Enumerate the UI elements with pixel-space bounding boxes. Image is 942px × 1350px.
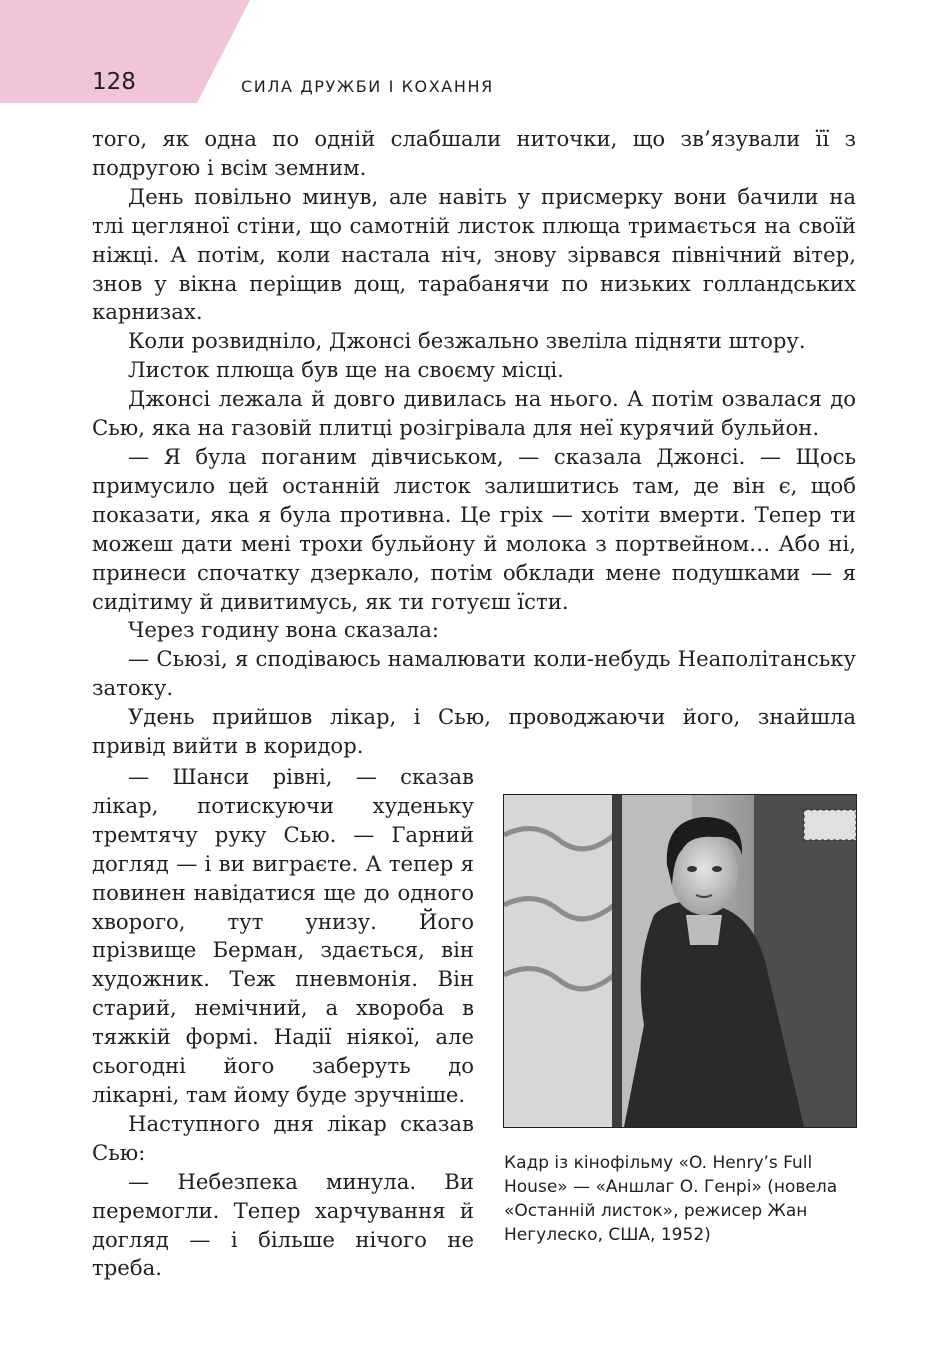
paragraph: Коли розвидніло, Джонсі безжально звеліла підняти штору. [128,328,806,354]
paragraph: — Сьюзі, я сподіваюсь намалювати коли-небудь Неаполітанську затоку. [92,646,856,701]
column-text [92,763,474,1283]
figure-caption: Кадр із кінофільму «O. Henry’s Full House» — «Аншлаг О. Генрі» (новела «Останній листок», режисер Жан Негулеско, США, 1952) [504,1153,838,1245]
paragraph: — Шанси рівні, — сказав лікар, потискуючи худеньку тремтячу руку Сью. — Гарний догляд — і ви виграєте. А тепер я повинен навідатися ще до одного хворого, тут унизу. Його прізвище Берман, здається, він художник. Теж пневмонія. Він старий, немічний, а хвороба в тяжкій формі. Надії ніякої, але сьогодні його заберуть до лікарні, там йому буде зручніше. [92,764,474,1107]
running-header: СИЛА ДРУЖБИ І КОХАННЯ [241,77,494,96]
paragraph: — Небезпека минула. Ви перемогли. Тепер харчування й догляд — і більше нічого не треба. [92,1168,474,1281]
paragraph: того, як одна по одній слабшали ниточки, що зв’язували її з подругою і всім земним. [92,126,856,180]
film-still-photo [503,794,857,1128]
main-text [92,125,856,761]
paragraph: День повільно минув, але навіть у присмерку вони бачили на тлі цегляної стіни, що самотній листок плюща тримається на своїй ніжці. А потім, коли настала ніч, знову зірвався північний вітер, знов у вікна періщив дощ, тарабанячи по низьких голландських карнизах. [92,183,856,325]
paragraph: Через годину вона сказала: [128,617,439,643]
paragraph: Листок плюща був ще на своєму місці. [128,357,564,383]
paragraph: — Я була поганим дівчиськом, — сказала Джонсі. — Щось примусило цей останній листок залишитись там, де він є, щоб показати, яка я була противна. Це гріх — хотіти вмерти. Тепер ти можеш дати мені трохи бульйону й молока з портвейном… Або ні, принеси спочатку дзеркало, потім обклади мене подушками — я сидітиму й дивитимусь, як ти готуєш їсти. [92,443,856,614]
paragraph: Наступного дня лікар сказав Сью: [92,1110,474,1165]
page-number: 128 [92,69,136,95]
paragraph: Джонсі лежала й довго дивилась на нього. А потім озвалася до Сью, яка на газовій плитці розігрівала для неї курячий бульйон. [92,386,856,441]
paragraph: Удень прийшов лікар, і Сью, проводжаючи його, знайшла привід вийти в коридор. [92,704,856,759]
